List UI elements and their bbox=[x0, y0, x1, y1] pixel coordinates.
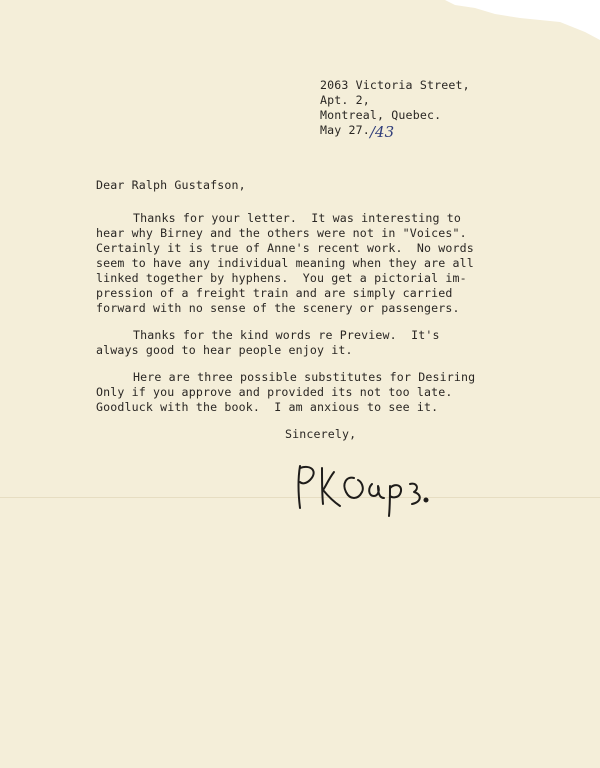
paragraph1-line: pression of a freight train and are simply carried bbox=[96, 286, 453, 300]
paragraph1-line: hear why Birney and the others were not in "Voices". bbox=[96, 226, 467, 240]
address-apt: Apt. 2, bbox=[320, 93, 370, 107]
paragraph1-line: forward with no sense of the scenery or passengers. bbox=[96, 301, 460, 315]
paragraph1-line: Certainly it is true of Anne's recent work. No words bbox=[96, 241, 474, 255]
salutation: Dear Ralph Gustafson, bbox=[96, 178, 246, 192]
paragraph1-line: Thanks for your letter. It was interesting to bbox=[133, 211, 461, 225]
paragraph3-line: Only if you approve and provided its not too late. bbox=[96, 385, 453, 399]
closing: Sincerely, bbox=[285, 427, 357, 441]
paragraph1-line: seem to have any individual meaning when they are all bbox=[96, 256, 474, 270]
paragraph2-line: Thanks for the kind words re Preview. It's bbox=[133, 328, 440, 342]
date-typed: May 27. bbox=[320, 123, 370, 137]
address-street: 2063 Victoria Street, bbox=[320, 78, 470, 92]
date-handwritten: /43 bbox=[370, 123, 395, 141]
signature-image bbox=[292, 458, 432, 518]
paragraph3-line: Here are three possible substitutes for Desiring bbox=[133, 370, 476, 384]
paragraph3-line: Goodluck with the book. I am anxious to see it. bbox=[96, 400, 439, 414]
paragraph1-line: linked together by hyphens. You get a pictorial im- bbox=[96, 271, 467, 285]
address-city: Montreal, Quebec. bbox=[320, 108, 442, 122]
paragraph2-line: always good to hear people enjoy it. bbox=[96, 343, 353, 357]
